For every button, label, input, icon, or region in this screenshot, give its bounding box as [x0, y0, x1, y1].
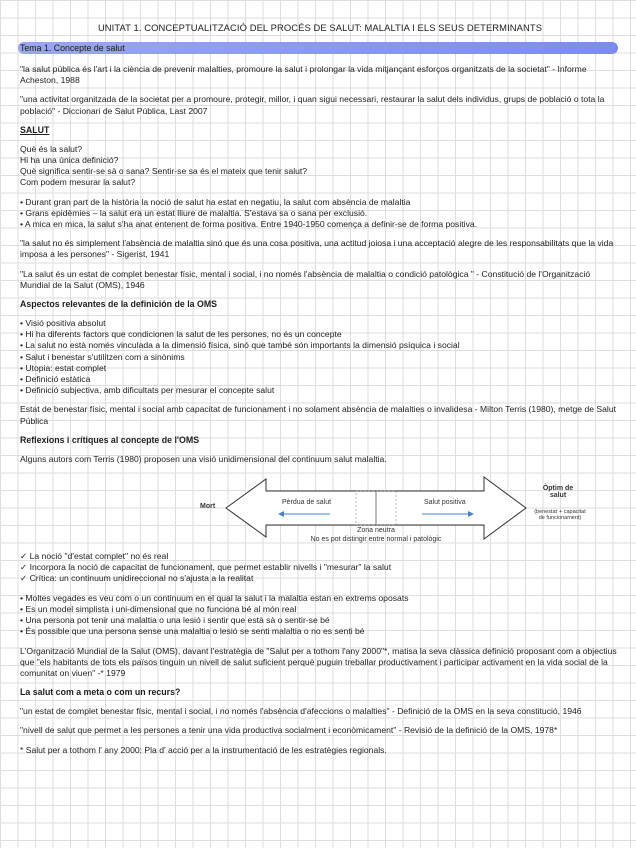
question-item: Què significa sentir-se sà o sana? Sentir-se sa és el mateix que tenir salut?: [20, 166, 308, 177]
quote-last: "una activitat organitzada de la societat per a promoure, protegir, millor, i quan sigui necessari, restaurar la salut dels individus, grups de població o tota la població" - Diccionari de Salut Pública, Last 2007: [20, 94, 605, 116]
check-item: ✓ Crítica: un continuum unidireccional no s'ajusta a la realitat: [20, 573, 254, 584]
section-heading-salut: SALUT: [20, 124, 50, 135]
quote-acheston: "la salut pública és l'art i la ciència de prevenir malalties, promoure la salut i prolongar la vida mitjançant esforços organitzats de la societat" - Informe Acheston, 1988: [20, 64, 587, 86]
quote-oms-1946: "La salut és un estat de complet benestar físic, mental i social, i no només l'absència de malaltia o condició patològica " - Constitució de l'Organització Mundial de la Salut (OMS), 1946: [20, 268, 591, 290]
question-item: Com podem mesurar la salut?: [20, 177, 136, 188]
optim-sub-label: (benestar + capacitat de funcionament): [534, 509, 586, 522]
bullet-item: • Utopia: estat complet: [20, 362, 107, 373]
quote-terris: Estat de benestar físic, mental i social amb capacitat de funcionament i no solament absència de malalties o invalidesa - Milton Terris (1980), metge de Salut Pública: [20, 404, 616, 426]
positiva-label: Salut positiva: [424, 499, 466, 507]
check-item: ✓ La noció "d'estat complet" no és real: [20, 551, 169, 562]
zona-label: Zona neutra: [357, 527, 395, 535]
bullet-item: • A mica en mica, la salut s'ha anat entenent de forma positiva. Entre 1940-1950 comença a definir-se de forma positiva.: [20, 219, 478, 230]
bullet-item: • La salut no està només vinculada a la dimensió física, sinó que també són importants la dimensió psíquica i social: [20, 340, 460, 351]
bullet-item: • Es un model simplista i uni-dimensional que no funciona bé al món real: [20, 603, 297, 614]
zona-sub-label: No es pot distingir entre normal i patològic: [310, 536, 442, 544]
quote-sigerist: "la salut no és simplement l'absència de malaltia sinó que és una cosa positiva, una actitud joiosa i una acceptació alegre de les responsabilitats que la vida imposa a les persones" - Sigerist, 1941: [20, 238, 614, 260]
bullet-item: • Durant gran part de la història la noció de salut ha estat en negatiu, la salut com absència de malaltia: [20, 196, 411, 207]
tema-label: Tema 1. Concepte de salut: [20, 43, 125, 53]
quote-oms-constitution: "un estat de complet benestar físic, mental i social, i no només l'absència d'afeccions o malalties" - Definició de la OMS en la seva constitució, 1946: [20, 706, 582, 717]
aspectes-bullets: [20, 318, 620, 396]
health-continuum-diagram: [20, 467, 620, 549]
reflexions-checks: [20, 551, 620, 585]
bullet-item: • Definició subjectiva, amb dificultats per mesurar el concepte salut: [20, 385, 275, 396]
section-heading-aspectos: Aspectos relevantes de la definición de la OMS: [20, 299, 218, 310]
bullet-item: • És possible que una persona sense una malaltia o lesió se senti malaltia o no es senti bé: [20, 626, 365, 637]
footnote: * Salut per a tothom l' any 2000: Pla d' acció per a la instrumentació de les estratègies regionals.: [20, 744, 387, 755]
bullet-item: • Visió positiva absolut: [20, 318, 106, 329]
reflexions-bullets: [20, 593, 620, 638]
optim-label: Òptim de salut: [542, 485, 574, 500]
section-heading-reflexions: Reflexions i crítiques al concepte de l'OMS: [20, 434, 200, 445]
bullet-item: • Moltes vegades es veu com o un continuum en el qual la salut i la malaltia estan en extrems oposats: [20, 592, 409, 603]
mort-label: Mort: [200, 503, 216, 511]
quote-oms-revision: "nivell de salut que permet a les persones a tenir una vida productiva socialment i econòmicament" - Revisió de la definició de la OMS, 1978*: [20, 725, 558, 736]
question-item: Hi ha una única definició?: [20, 155, 119, 166]
reflexions-intro: Alguns autors com Terris (1980) proposen una visió unidimensional del continuum salut malaltia.: [20, 453, 387, 464]
page-title: UNITAT 1. CONCEPTUALITZACIÓ DEL PROCÉS DE SALUT: MALALTIA I ELS SEUS DETERMINANTS: [97, 22, 543, 33]
perdua-label: Pèrdua de salut: [282, 499, 332, 507]
salut-history-bullets: [20, 197, 620, 231]
salut-questions: [20, 144, 620, 189]
bullet-item: • Hi ha diferents factors que condicionen la salut de les persones, no és un concepte: [20, 329, 342, 340]
bullet-item: • Definició estàtica: [20, 374, 91, 385]
section-heading-meta: La salut com a meta o com un recurs?: [20, 687, 181, 698]
tema-banner: [18, 42, 618, 54]
content-body: [20, 64, 620, 764]
bullet-item: • Grans epidèmies – la salut era un estat lliure de malaltia. S'estava sa o sana per exclusió.: [20, 207, 368, 218]
bullet-item: • Salut i benestar s'utilitzen com a sinònims: [20, 351, 185, 362]
bullet-item: • Una persona pot tenir una malaltia o una lesió i sentir que està sà o sentir-se bé: [20, 615, 330, 626]
oms-2000-paragraph: L'Organització Mundial de la Salut (OMS), davant l'estratègia de "Salut per a tothom l'any 2000"*, matisa la seva clàssica definició proposant com a objectius que "els habitants de tots els països tinguin un nivell de salut suficient perquè puguin treballar productivament i participar activament en la vida social de la comunitat on viuen" -* 1979: [20, 645, 617, 678]
check-item: ✓ Incorpora la noció de capacitat de funcionament, que permet establir nivells i "mesurar" la salut: [20, 562, 392, 573]
question-item: Què és la salut?: [20, 143, 83, 154]
